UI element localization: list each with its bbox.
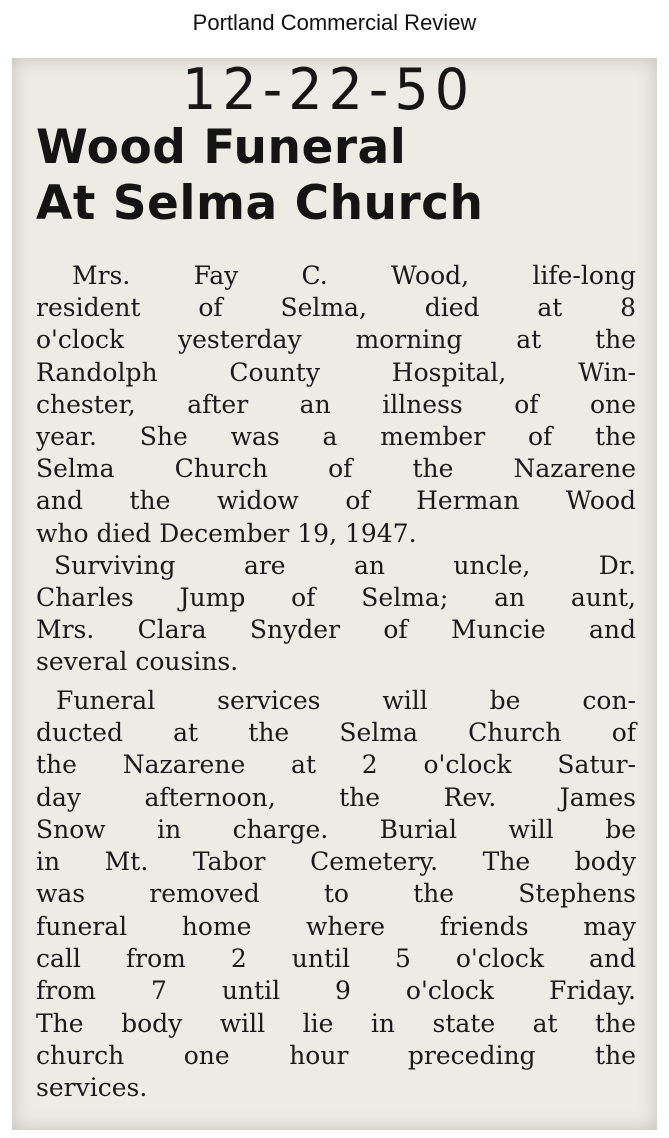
- text-line: The body will lie in state at the: [36, 1008, 636, 1038]
- text-line: year. She was a member of the: [36, 422, 636, 452]
- text-line: Mrs. Clara Snyder of Muncie and: [36, 615, 636, 645]
- text-line: Surviving are an uncle, Dr.: [54, 550, 636, 580]
- article-paragraph: [36, 550, 636, 679]
- text-line: in Mt. Tabor Cemetery. The body: [36, 847, 636, 877]
- text-line: church one hour preceding the: [36, 1040, 636, 1070]
- text-line: resident of Selma, died at 8: [36, 293, 636, 323]
- text-line: Randolph County Hospital, Win-: [36, 357, 636, 387]
- text-line: who died December 19, 1947.: [36, 518, 417, 548]
- text-line: Selma Church of the Nazarene: [36, 454, 636, 484]
- text-line: several cousins.: [36, 647, 239, 677]
- text-line: funeral home where friends may: [36, 911, 636, 941]
- newspaper-clipping: [12, 58, 657, 1130]
- text-line: Funeral services will be con-: [56, 685, 636, 715]
- handwritten-date: 12-22-50: [182, 56, 476, 123]
- text-line: was removed to the Stephens: [36, 879, 636, 909]
- text-line: from 7 until 9 o'clock Friday.: [36, 976, 636, 1006]
- text-line: Charles Jump of Selma; an aunt,: [36, 583, 636, 613]
- headline: [36, 120, 484, 232]
- headline-line: Wood Funeral: [36, 120, 407, 175]
- headline-line: At Selma Church: [36, 176, 484, 231]
- article-body: [36, 260, 636, 1105]
- text-line: day afternoon, the Rev. James: [36, 782, 636, 812]
- text-line: the Nazarene at 2 o'clock Satur-: [36, 750, 636, 780]
- article-paragraph: [36, 260, 636, 550]
- text-line: Mrs. Fay C. Wood, life-long: [72, 261, 636, 290]
- text-line: Snow in charge. Burial will be: [36, 814, 636, 844]
- article-paragraph: [36, 685, 636, 1105]
- text-line: o'clock yesterday morning at the: [36, 325, 636, 355]
- text-line: ducted at the Selma Church of: [36, 717, 636, 747]
- text-line: and the widow of Herman Wood: [36, 486, 636, 516]
- text-line: services.: [36, 1073, 148, 1103]
- text-line: chester, after an illness of one: [36, 389, 636, 419]
- text-line: call from 2 until 5 o'clock and: [36, 944, 636, 974]
- source-caption: Portland Commercial Review: [192, 10, 477, 35]
